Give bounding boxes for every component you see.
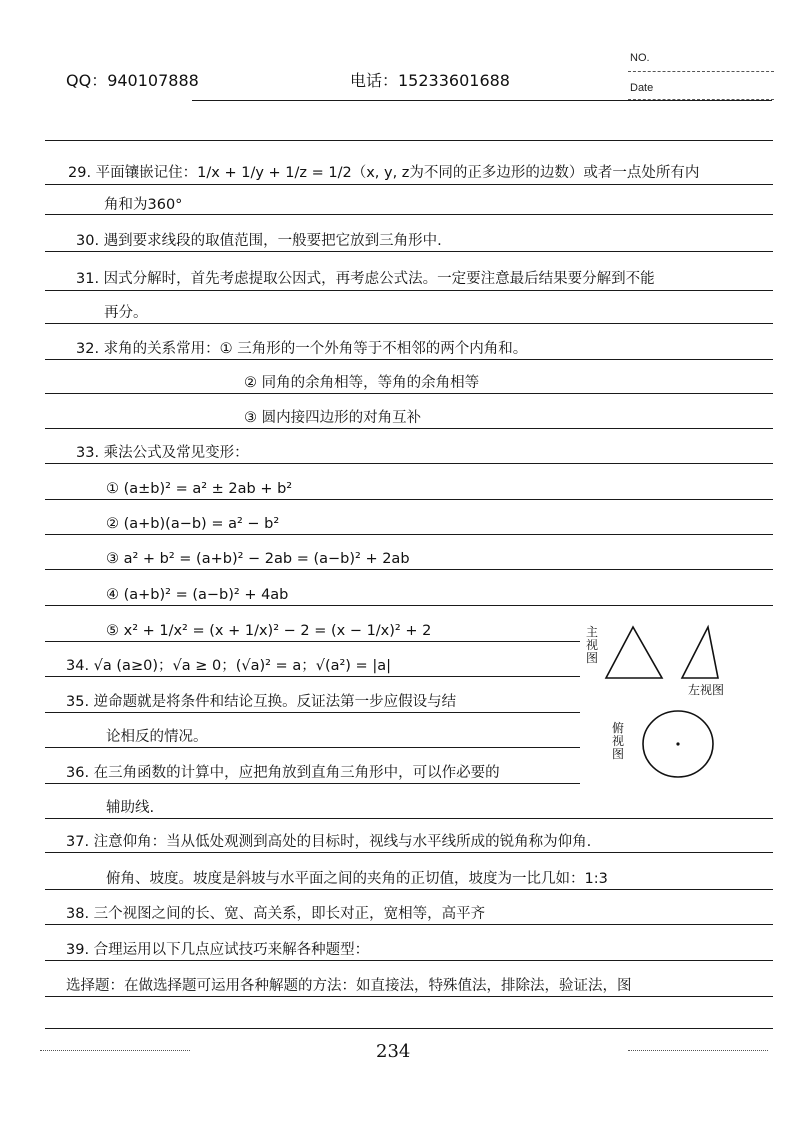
ruled-line xyxy=(45,499,773,500)
note-line-29b: 角和为360° xyxy=(104,197,183,213)
header-underline xyxy=(192,100,772,101)
ruled-line xyxy=(45,569,773,570)
bottom-rule xyxy=(45,1028,773,1029)
left-view-triangle xyxy=(682,627,718,678)
ruled-line xyxy=(45,463,773,464)
footer-dots-left xyxy=(40,1050,190,1051)
footer-dots-right xyxy=(628,1050,768,1051)
note-line-37b: 俯角、坡度。坡度是斜坡与水平面之间的夹角的正切值，坡度为一比几如：1:3 xyxy=(106,871,608,887)
note-line-33d: ④ (a+b)² = (a−b)² + 4ab xyxy=(106,587,289,603)
ruled-line xyxy=(45,605,773,606)
ruled-line xyxy=(45,214,773,215)
note-line-33e: ⑤ x² + 1/x² = (x + 1/x)² − 2 = (x − 1/x)² + 2 xyxy=(106,623,432,639)
note-line-36: 36. 在三角函数的计算中，应把角放到直角三角形中，可以作必要的 xyxy=(66,765,500,781)
note-line-33: 33. 乘法公式及常见变形： xyxy=(76,445,249,461)
top-view-circle xyxy=(640,708,720,780)
ruled-line xyxy=(45,747,580,748)
note-line-30: 30. 遇到要求线段的取值范围，一般要把它放到三角形中. xyxy=(76,233,442,249)
front-view-label: 主视图 xyxy=(586,625,599,665)
ruled-line xyxy=(45,359,773,360)
note-line-39b: 选择题：在做选择题可运用各种解题的方法：如直接法，特殊值法，排除法，验证法，图 xyxy=(66,978,632,994)
front-view-triangle xyxy=(606,627,662,678)
note-line-32b: ② 同角的余角相等，等角的余角相等 xyxy=(244,375,480,391)
ruled-line xyxy=(45,889,773,890)
note-line-35: 35. 逆命题就是将条件和结论互换。反证法第一步应假设与结 xyxy=(66,694,457,710)
top-view-label: 俯视图 xyxy=(612,721,625,761)
ruled-line xyxy=(45,783,580,784)
ruled-line xyxy=(45,251,773,252)
note-line-31: 31. 因式分解时，首先考虑提取公因式，再考虑公式法。一定要注意最后结果要分解到不能 xyxy=(76,271,655,287)
ruled-line xyxy=(45,924,773,925)
note-line-38: 38. 三个视图之间的长、宽、高关系，即长对正，宽相等，高平齐 xyxy=(66,906,486,922)
note-line-37: 37. 注意仰角：当从低处观测到高处的目标时，视线与水平线所成的锐角称为仰角. xyxy=(66,834,592,850)
note-line-33a: ① (a±b)² = a² ± 2ab + b² xyxy=(106,481,293,497)
circle-center xyxy=(676,742,679,745)
ruled-line xyxy=(45,960,773,961)
ruled-line xyxy=(45,428,773,429)
note-line-32c: ③ 圆内接四边形的对角互补 xyxy=(244,410,422,426)
note-line-33c: ③ a² + b² = (a+b)² − 2ab = (a−b)² + 2ab xyxy=(106,551,410,567)
ruled-line xyxy=(45,818,773,819)
note-line-32: 32. 求角的关系常用：① 三角形的一个外角等于不相邻的两个内角和。 xyxy=(76,341,528,357)
note-line-34: 34. √a (a≥0)；√a ≥ 0；(√a)² = a；√(a²) = |a| xyxy=(66,658,391,674)
note-line-36b: 辅助线. xyxy=(106,800,155,816)
date-label: Date xyxy=(630,82,654,94)
ruled-line xyxy=(45,393,773,394)
ruled-line xyxy=(45,676,580,677)
ruled-line xyxy=(45,641,580,642)
page-number: 234 xyxy=(376,1041,411,1062)
ruled-line xyxy=(45,712,580,713)
note-line-35b: 论相反的情况。 xyxy=(106,729,208,745)
top-rule xyxy=(45,140,773,141)
ruled-line xyxy=(45,996,773,997)
no-label: NO. xyxy=(630,52,650,64)
ruled-line xyxy=(45,852,773,853)
no-dash-line xyxy=(628,71,774,72)
note-line-31b: 再分。 xyxy=(104,305,148,321)
view-triangles xyxy=(600,622,720,682)
left-view-label: 左视图 xyxy=(688,683,725,697)
note-line-29: 29. 平面镶嵌记住：1/x + 1/y + 1/z = 1/2（x, y, z为不同的正多边形的边数）或者一点处所有内 xyxy=(68,165,700,181)
ruled-line xyxy=(45,184,773,185)
ruled-line xyxy=(45,534,773,535)
qq-contact: QQ：940107888 xyxy=(66,71,199,90)
ruled-line xyxy=(45,290,773,291)
ruled-line xyxy=(45,323,773,324)
note-line-39: 39. 合理运用以下几点应试技巧来解各种题型： xyxy=(66,942,370,958)
note-line-33b: ② (a+b)(a−b) = a² − b² xyxy=(106,516,280,532)
phone-contact: 电话：15233601688 xyxy=(350,71,510,90)
